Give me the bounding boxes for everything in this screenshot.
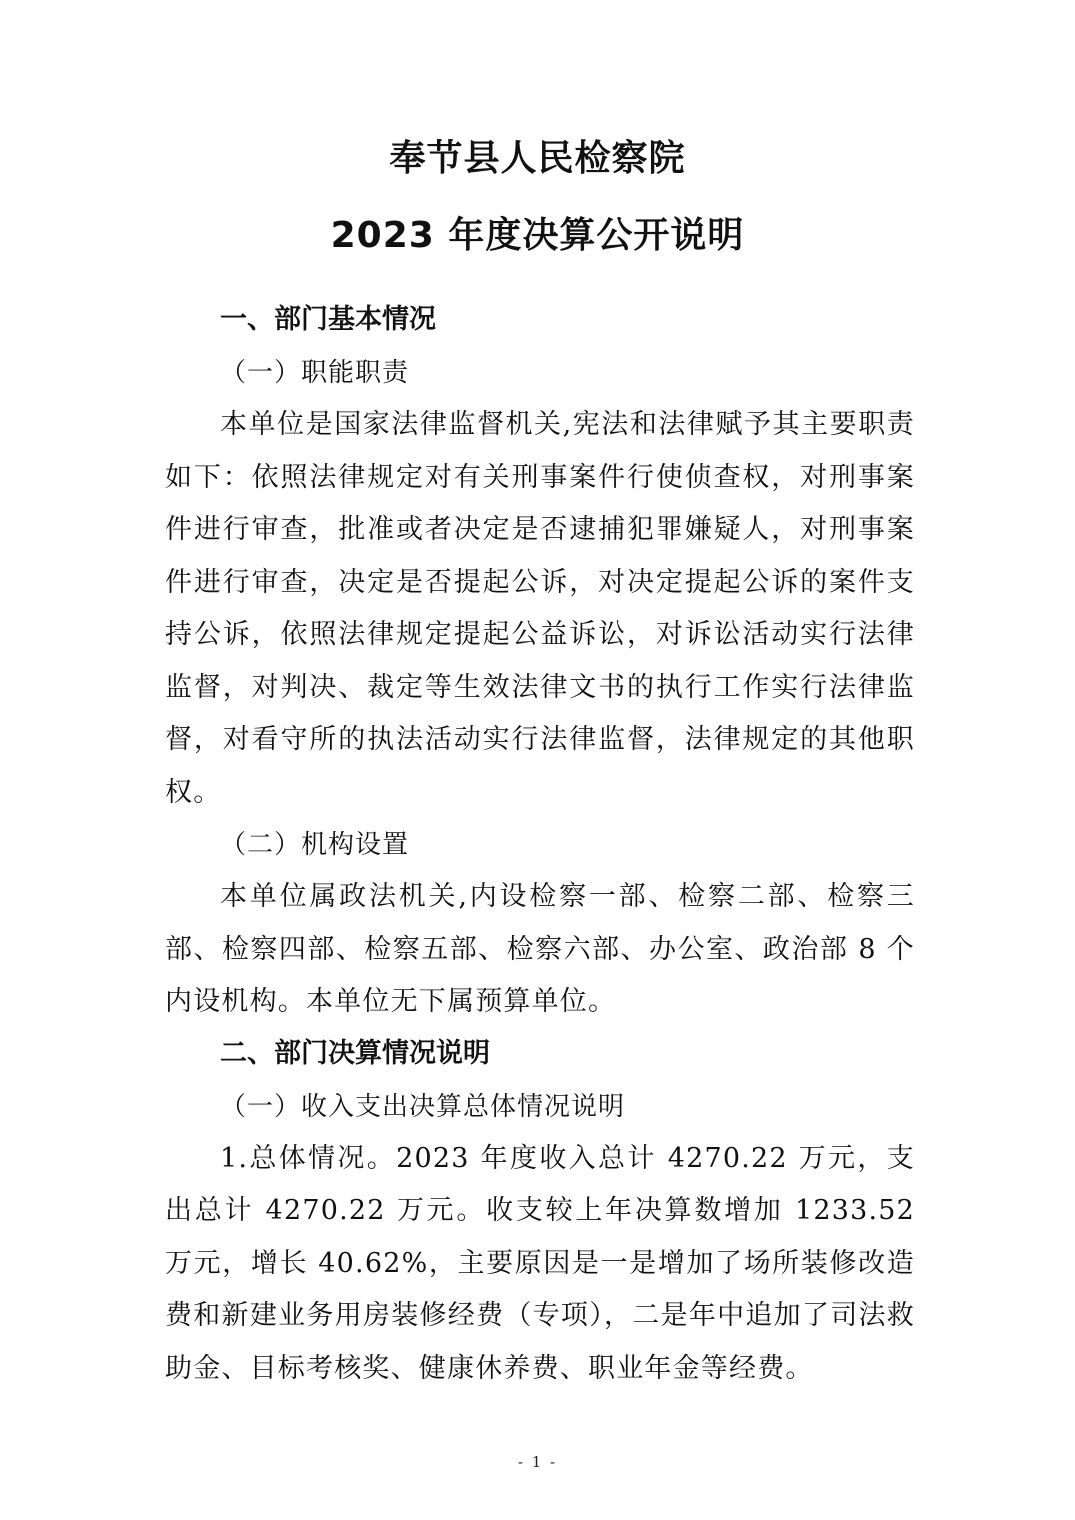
document-body — [165, 295, 915, 1395]
paragraph-duties: 本单位是国家法律监督机关,宪法和法律赋予其主要职责如下：依照法律规定对有关刑事案件行使侦查权，对刑事案件进行审查，批准或者决定是否逮捕犯罪嫌疑人，对刑事案件进行审查，决定是否提起公诉，对决定提起公诉的案件支持公诉，依照法律规定提起公益诉讼，对诉讼活动实行法律监督，对判决、裁定等生效法律文书的执行工作实行法律监督，对看守所的执法活动实行法律监督，法律规定的其他职权。 — [165, 409, 915, 808]
subsection-heading-duties: （一）职能职责 — [220, 358, 410, 388]
section-heading-basic-info: 一、部门基本情况 — [220, 304, 436, 335]
document-title: 奉节县人民检察院 — [389, 138, 686, 179]
paragraph-organization: 本单位属政法机关,内设检察一部、检察二部、检察三部、检察四部、检察五部、检察六部、办公室、政治部 8 个内设机构。本单位无下属预算单位。 — [165, 881, 915, 1017]
page-number: - 1 - — [517, 1453, 558, 1471]
subsection-heading-organization: （二）机构设置 — [220, 830, 410, 860]
paragraph-overall-situation: 1.总体情况。2023 年度收入总计 4270.22 万元，支出总计 4270.22 万元。收支较上年决算数增加 1233.52 万元，增长 40.62%，主要原因是一是增加了场所装修改造费和新建业务用房装修经费（专项），二是年中追加了司法救助金、目标考核奖、健康休养费、职业年金等经费。 — [165, 1142, 915, 1384]
section-heading-final-accounts: 二、部门决算情况说明 — [220, 1037, 490, 1069]
document-subtitle: 2023 年度决算公开说明 — [330, 215, 745, 256]
subsection-heading-income-expenditure: （一）收入支出决算总体情况说明 — [220, 1091, 626, 1122]
